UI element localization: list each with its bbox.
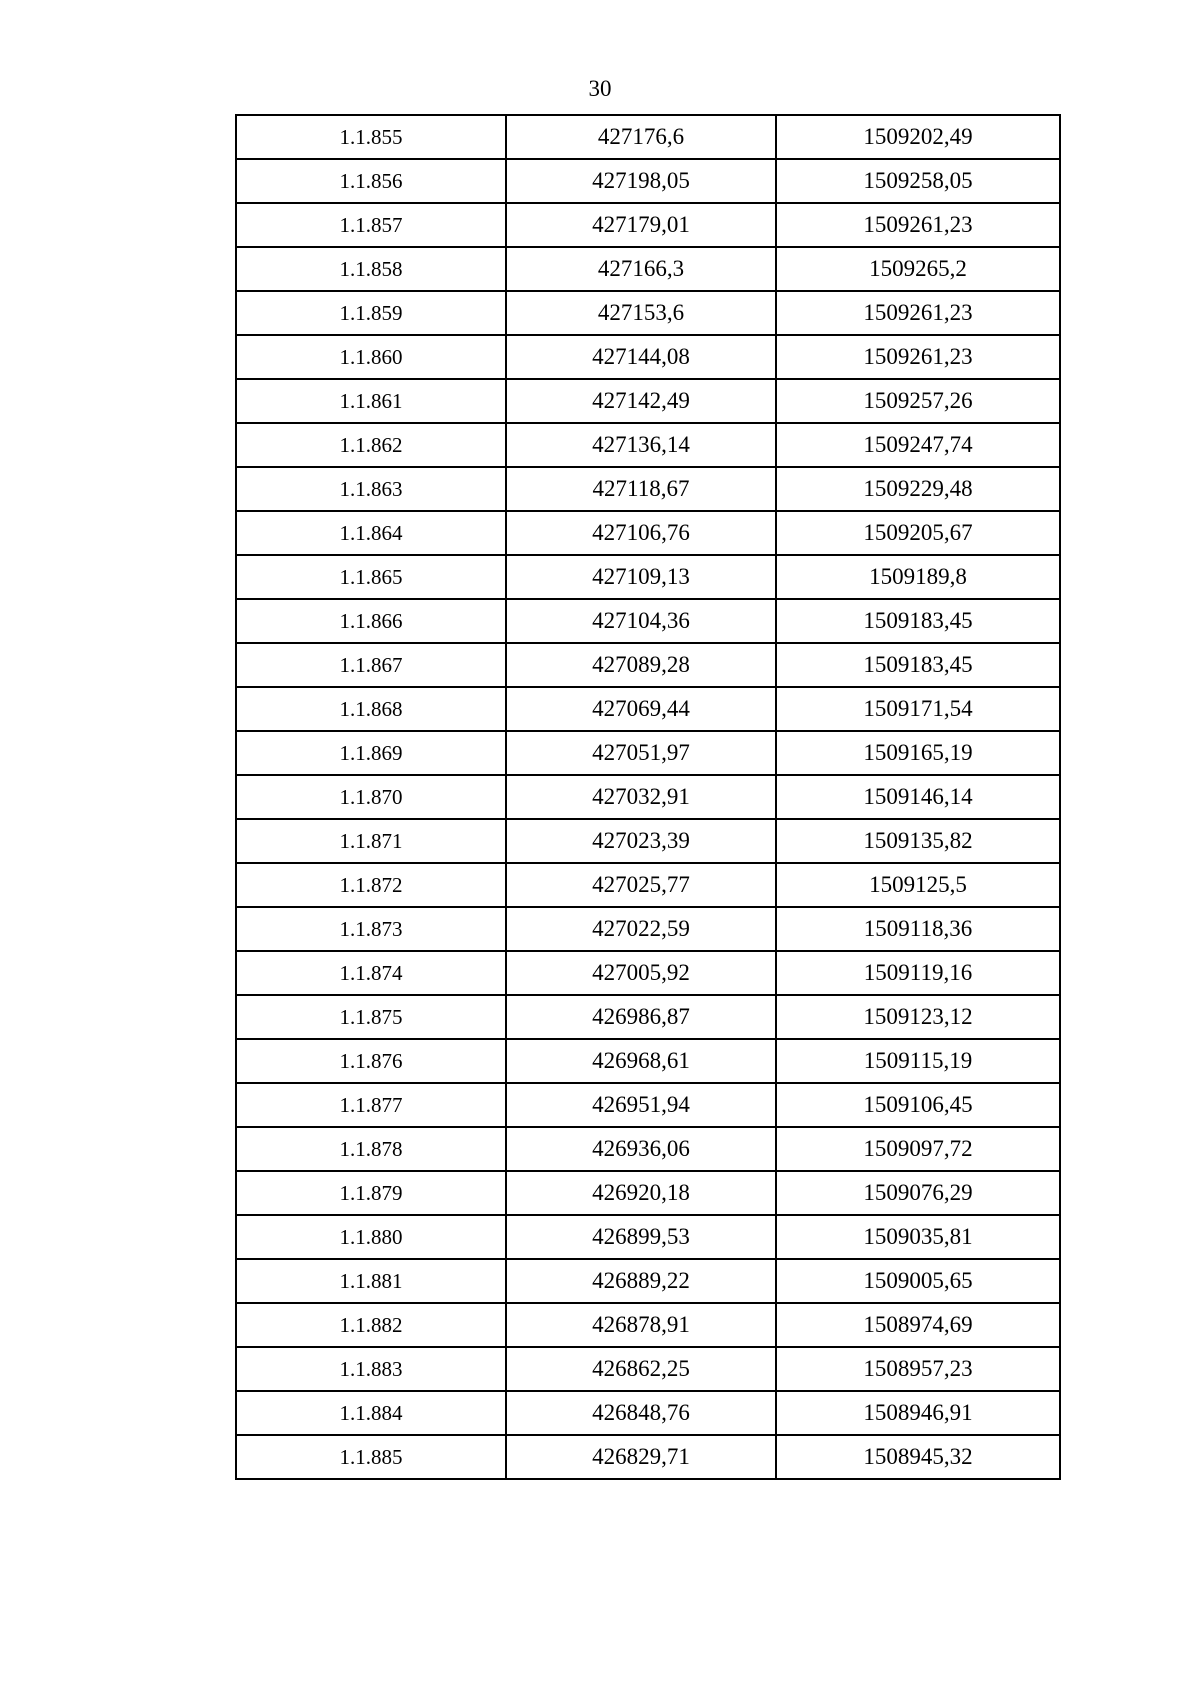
point-id-cell: 1.1.865	[236, 555, 506, 599]
x-coordinate-cell: 427051,97	[506, 731, 776, 775]
y-coordinate-cell: 1509119,16	[776, 951, 1060, 995]
x-coordinate-cell: 427106,76	[506, 511, 776, 555]
point-id-cell: 1.1.878	[236, 1127, 506, 1171]
point-id-cell: 1.1.855	[236, 115, 506, 159]
y-coordinate-cell: 1509202,49	[776, 115, 1060, 159]
x-coordinate-cell: 426899,53	[506, 1215, 776, 1259]
table-row	[236, 775, 1060, 819]
point-id-cell: 1.1.858	[236, 247, 506, 291]
point-id-cell: 1.1.872	[236, 863, 506, 907]
table-row	[236, 863, 1060, 907]
table-row	[236, 379, 1060, 423]
x-coordinate-cell: 427166,3	[506, 247, 776, 291]
table-row	[236, 951, 1060, 995]
point-id-cell: 1.1.881	[236, 1259, 506, 1303]
point-id-cell: 1.1.873	[236, 907, 506, 951]
point-id-cell: 1.1.877	[236, 1083, 506, 1127]
y-coordinate-cell: 1509097,72	[776, 1127, 1060, 1171]
point-id-cell: 1.1.862	[236, 423, 506, 467]
x-coordinate-cell: 427118,67	[506, 467, 776, 511]
table-row	[236, 995, 1060, 1039]
y-coordinate-cell: 1509247,74	[776, 423, 1060, 467]
y-coordinate-cell: 1509261,23	[776, 291, 1060, 335]
x-coordinate-cell: 427153,6	[506, 291, 776, 335]
x-coordinate-cell: 427144,08	[506, 335, 776, 379]
point-id-cell: 1.1.885	[236, 1435, 506, 1479]
table-row	[236, 1303, 1060, 1347]
x-coordinate-cell: 427069,44	[506, 687, 776, 731]
table-row	[236, 819, 1060, 863]
table-row	[236, 247, 1060, 291]
table-row	[236, 1259, 1060, 1303]
point-id-cell: 1.1.876	[236, 1039, 506, 1083]
point-id-cell: 1.1.857	[236, 203, 506, 247]
x-coordinate-cell: 427022,59	[506, 907, 776, 951]
point-id-cell: 1.1.860	[236, 335, 506, 379]
x-coordinate-cell: 426829,71	[506, 1435, 776, 1479]
point-id-cell: 1.1.866	[236, 599, 506, 643]
table-row	[236, 291, 1060, 335]
y-coordinate-cell: 1508945,32	[776, 1435, 1060, 1479]
table-row	[236, 907, 1060, 951]
y-coordinate-cell: 1509265,2	[776, 247, 1060, 291]
table-row	[236, 467, 1060, 511]
table-row	[236, 203, 1060, 247]
table-row	[236, 643, 1060, 687]
table-row	[236, 115, 1060, 159]
y-coordinate-cell: 1509229,48	[776, 467, 1060, 511]
x-coordinate-cell: 427179,01	[506, 203, 776, 247]
table-row	[236, 335, 1060, 379]
point-id-cell: 1.1.874	[236, 951, 506, 995]
point-id-cell: 1.1.882	[236, 1303, 506, 1347]
x-coordinate-cell: 426968,61	[506, 1039, 776, 1083]
table-row	[236, 159, 1060, 203]
y-coordinate-cell: 1509115,19	[776, 1039, 1060, 1083]
table-row	[236, 423, 1060, 467]
point-id-cell: 1.1.867	[236, 643, 506, 687]
y-coordinate-cell: 1509035,81	[776, 1215, 1060, 1259]
table-row	[236, 1039, 1060, 1083]
y-coordinate-cell: 1508957,23	[776, 1347, 1060, 1391]
y-coordinate-cell: 1509171,54	[776, 687, 1060, 731]
point-id-cell: 1.1.884	[236, 1391, 506, 1435]
point-id-cell: 1.1.871	[236, 819, 506, 863]
x-coordinate-cell: 427176,6	[506, 115, 776, 159]
point-id-cell: 1.1.868	[236, 687, 506, 731]
x-coordinate-cell: 427136,14	[506, 423, 776, 467]
y-coordinate-cell: 1509005,65	[776, 1259, 1060, 1303]
point-id-cell: 1.1.859	[236, 291, 506, 335]
y-coordinate-cell: 1509165,19	[776, 731, 1060, 775]
y-coordinate-cell: 1509261,23	[776, 203, 1060, 247]
table-row	[236, 1215, 1060, 1259]
y-coordinate-cell: 1509125,5	[776, 863, 1060, 907]
y-coordinate-cell: 1509106,45	[776, 1083, 1060, 1127]
y-coordinate-cell: 1509123,12	[776, 995, 1060, 1039]
y-coordinate-cell: 1508974,69	[776, 1303, 1060, 1347]
x-coordinate-cell: 427005,92	[506, 951, 776, 995]
table-row	[236, 555, 1060, 599]
point-id-cell: 1.1.869	[236, 731, 506, 775]
table-row	[236, 687, 1060, 731]
x-coordinate-cell: 426848,76	[506, 1391, 776, 1435]
y-coordinate-cell: 1509135,82	[776, 819, 1060, 863]
point-id-cell: 1.1.875	[236, 995, 506, 1039]
x-coordinate-cell: 427023,39	[506, 819, 776, 863]
y-coordinate-cell: 1509183,45	[776, 643, 1060, 687]
x-coordinate-cell: 427089,28	[506, 643, 776, 687]
table-row	[236, 1435, 1060, 1479]
point-id-cell: 1.1.870	[236, 775, 506, 819]
page-number: 30	[588, 76, 612, 101]
x-coordinate-cell: 427109,13	[506, 555, 776, 599]
x-coordinate-cell: 426889,22	[506, 1259, 776, 1303]
coordinates-table-body	[236, 115, 1060, 1479]
point-id-cell: 1.1.883	[236, 1347, 506, 1391]
y-coordinate-cell: 1509189,8	[776, 555, 1060, 599]
y-coordinate-cell: 1509257,26	[776, 379, 1060, 423]
y-coordinate-cell: 1509183,45	[776, 599, 1060, 643]
x-coordinate-cell: 426878,91	[506, 1303, 776, 1347]
x-coordinate-cell: 427198,05	[506, 159, 776, 203]
table-row	[236, 1391, 1060, 1435]
table-row	[236, 1083, 1060, 1127]
point-id-cell: 1.1.879	[236, 1171, 506, 1215]
table-row	[236, 1347, 1060, 1391]
y-coordinate-cell: 1509261,23	[776, 335, 1060, 379]
x-coordinate-cell: 426920,18	[506, 1171, 776, 1215]
point-id-cell: 1.1.863	[236, 467, 506, 511]
x-coordinate-cell: 426986,87	[506, 995, 776, 1039]
table-row	[236, 599, 1060, 643]
x-coordinate-cell: 426936,06	[506, 1127, 776, 1171]
point-id-cell: 1.1.861	[236, 379, 506, 423]
x-coordinate-cell: 426951,94	[506, 1083, 776, 1127]
y-coordinate-cell: 1509118,36	[776, 907, 1060, 951]
x-coordinate-cell: 426862,25	[506, 1347, 776, 1391]
x-coordinate-cell: 427025,77	[506, 863, 776, 907]
point-id-cell: 1.1.856	[236, 159, 506, 203]
table-row	[236, 511, 1060, 555]
y-coordinate-cell: 1509205,67	[776, 511, 1060, 555]
y-coordinate-cell: 1509076,29	[776, 1171, 1060, 1215]
point-id-cell: 1.1.864	[236, 511, 506, 555]
y-coordinate-cell: 1509258,05	[776, 159, 1060, 203]
y-coordinate-cell: 1509146,14	[776, 775, 1060, 819]
x-coordinate-cell: 427142,49	[506, 379, 776, 423]
table-row	[236, 1171, 1060, 1215]
point-id-cell: 1.1.880	[236, 1215, 506, 1259]
y-coordinate-cell: 1508946,91	[776, 1391, 1060, 1435]
table-row	[236, 731, 1060, 775]
coordinates-table	[235, 114, 1061, 1480]
x-coordinate-cell: 427032,91	[506, 775, 776, 819]
table-row	[236, 1127, 1060, 1171]
x-coordinate-cell: 427104,36	[506, 599, 776, 643]
